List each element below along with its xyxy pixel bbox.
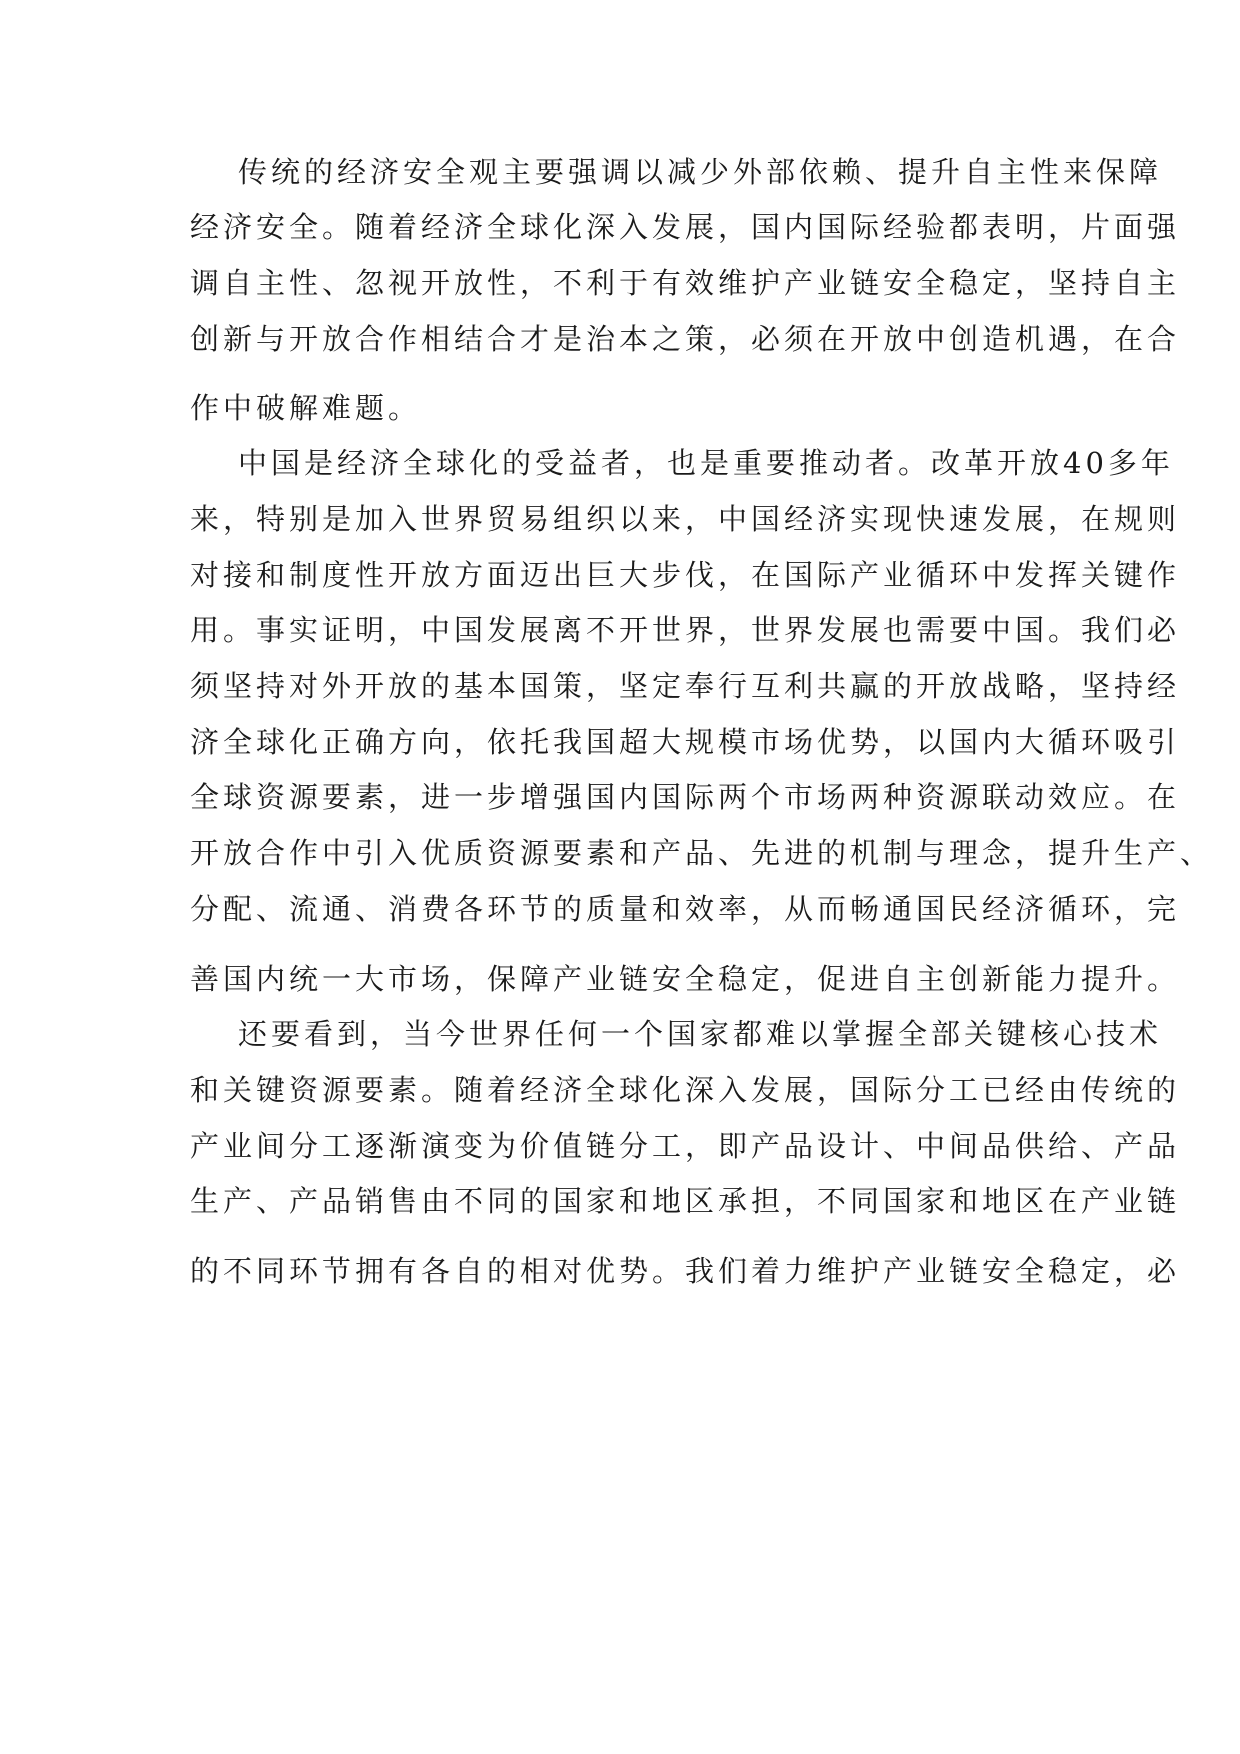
text-line: 须坚持对外开放的基本国策，坚定奉行互利共赢的开放战略，坚持经	[190, 669, 1181, 703]
text-line: 来，特别是加入世界贸易组织以来，中国经济实现快速发展，在规则	[190, 502, 1181, 536]
text-line: 调自主性、忽视开放性，不利于有效维护产业链安全稳定，坚持自主	[190, 266, 1181, 300]
text-line: 作中破解难题。	[190, 391, 422, 425]
text-line: 创新与开放合作相结合才是治本之策，必须在开放中创造机遇，在合	[190, 322, 1181, 356]
text-line: 和关键资源要素。随着经济全球化深入发展，国际分工已经由传统的	[190, 1073, 1181, 1107]
text-line: 中国是经济全球化的受益者，也是重要推动者。改革开放40多年	[238, 446, 1174, 480]
document-body	[190, 155, 1214, 1288]
text-line: 对接和制度性开放方面迈出巨大步伐，在国际产业循环中发挥关键作	[190, 558, 1181, 592]
text-line: 的不同环节拥有各自的相对优势。我们着力维护产业链安全稳定，必	[190, 1254, 1181, 1288]
text-line: 善国内统一大市场，保障产业链安全稳定，促进自主创新能力提升。	[190, 962, 1181, 996]
text-line: 生产、产品销售由不同的国家和地区承担，不同国家和地区在产业链	[190, 1184, 1181, 1218]
text-line: 传统的经济安全观主要强调以减少外部依赖、提升自主性来保障	[238, 155, 1163, 189]
text-line: 全球资源要素，进一步增强国内国际两个市场两种资源联动效应。在	[190, 780, 1181, 814]
text-line: 济全球化正确方向，依托我国超大规模市场优势，以国内大循环吸引	[190, 725, 1181, 759]
text-line: 分配、流通、消费各环节的质量和效率，从而畅通国民经济循环，完	[190, 892, 1181, 926]
text-line: 用。事实证明，中国发展离不开世界，世界发展也需要中国。我们必	[190, 613, 1181, 647]
text-line: 产业间分工逐渐演变为价值链分工，即产品设计、中间品供给、产品	[190, 1129, 1181, 1163]
text-line: 还要看到，当今世界任何一个国家都难以掌握全部关键核心技术	[238, 1017, 1163, 1051]
text-line: 开放合作中引入优质资源要素和产品、先进的机制与理念，提升生产、	[190, 836, 1214, 870]
text-line: 经济安全。随着经济全球化深入发展，国内国际经验都表明，片面强	[190, 210, 1181, 244]
